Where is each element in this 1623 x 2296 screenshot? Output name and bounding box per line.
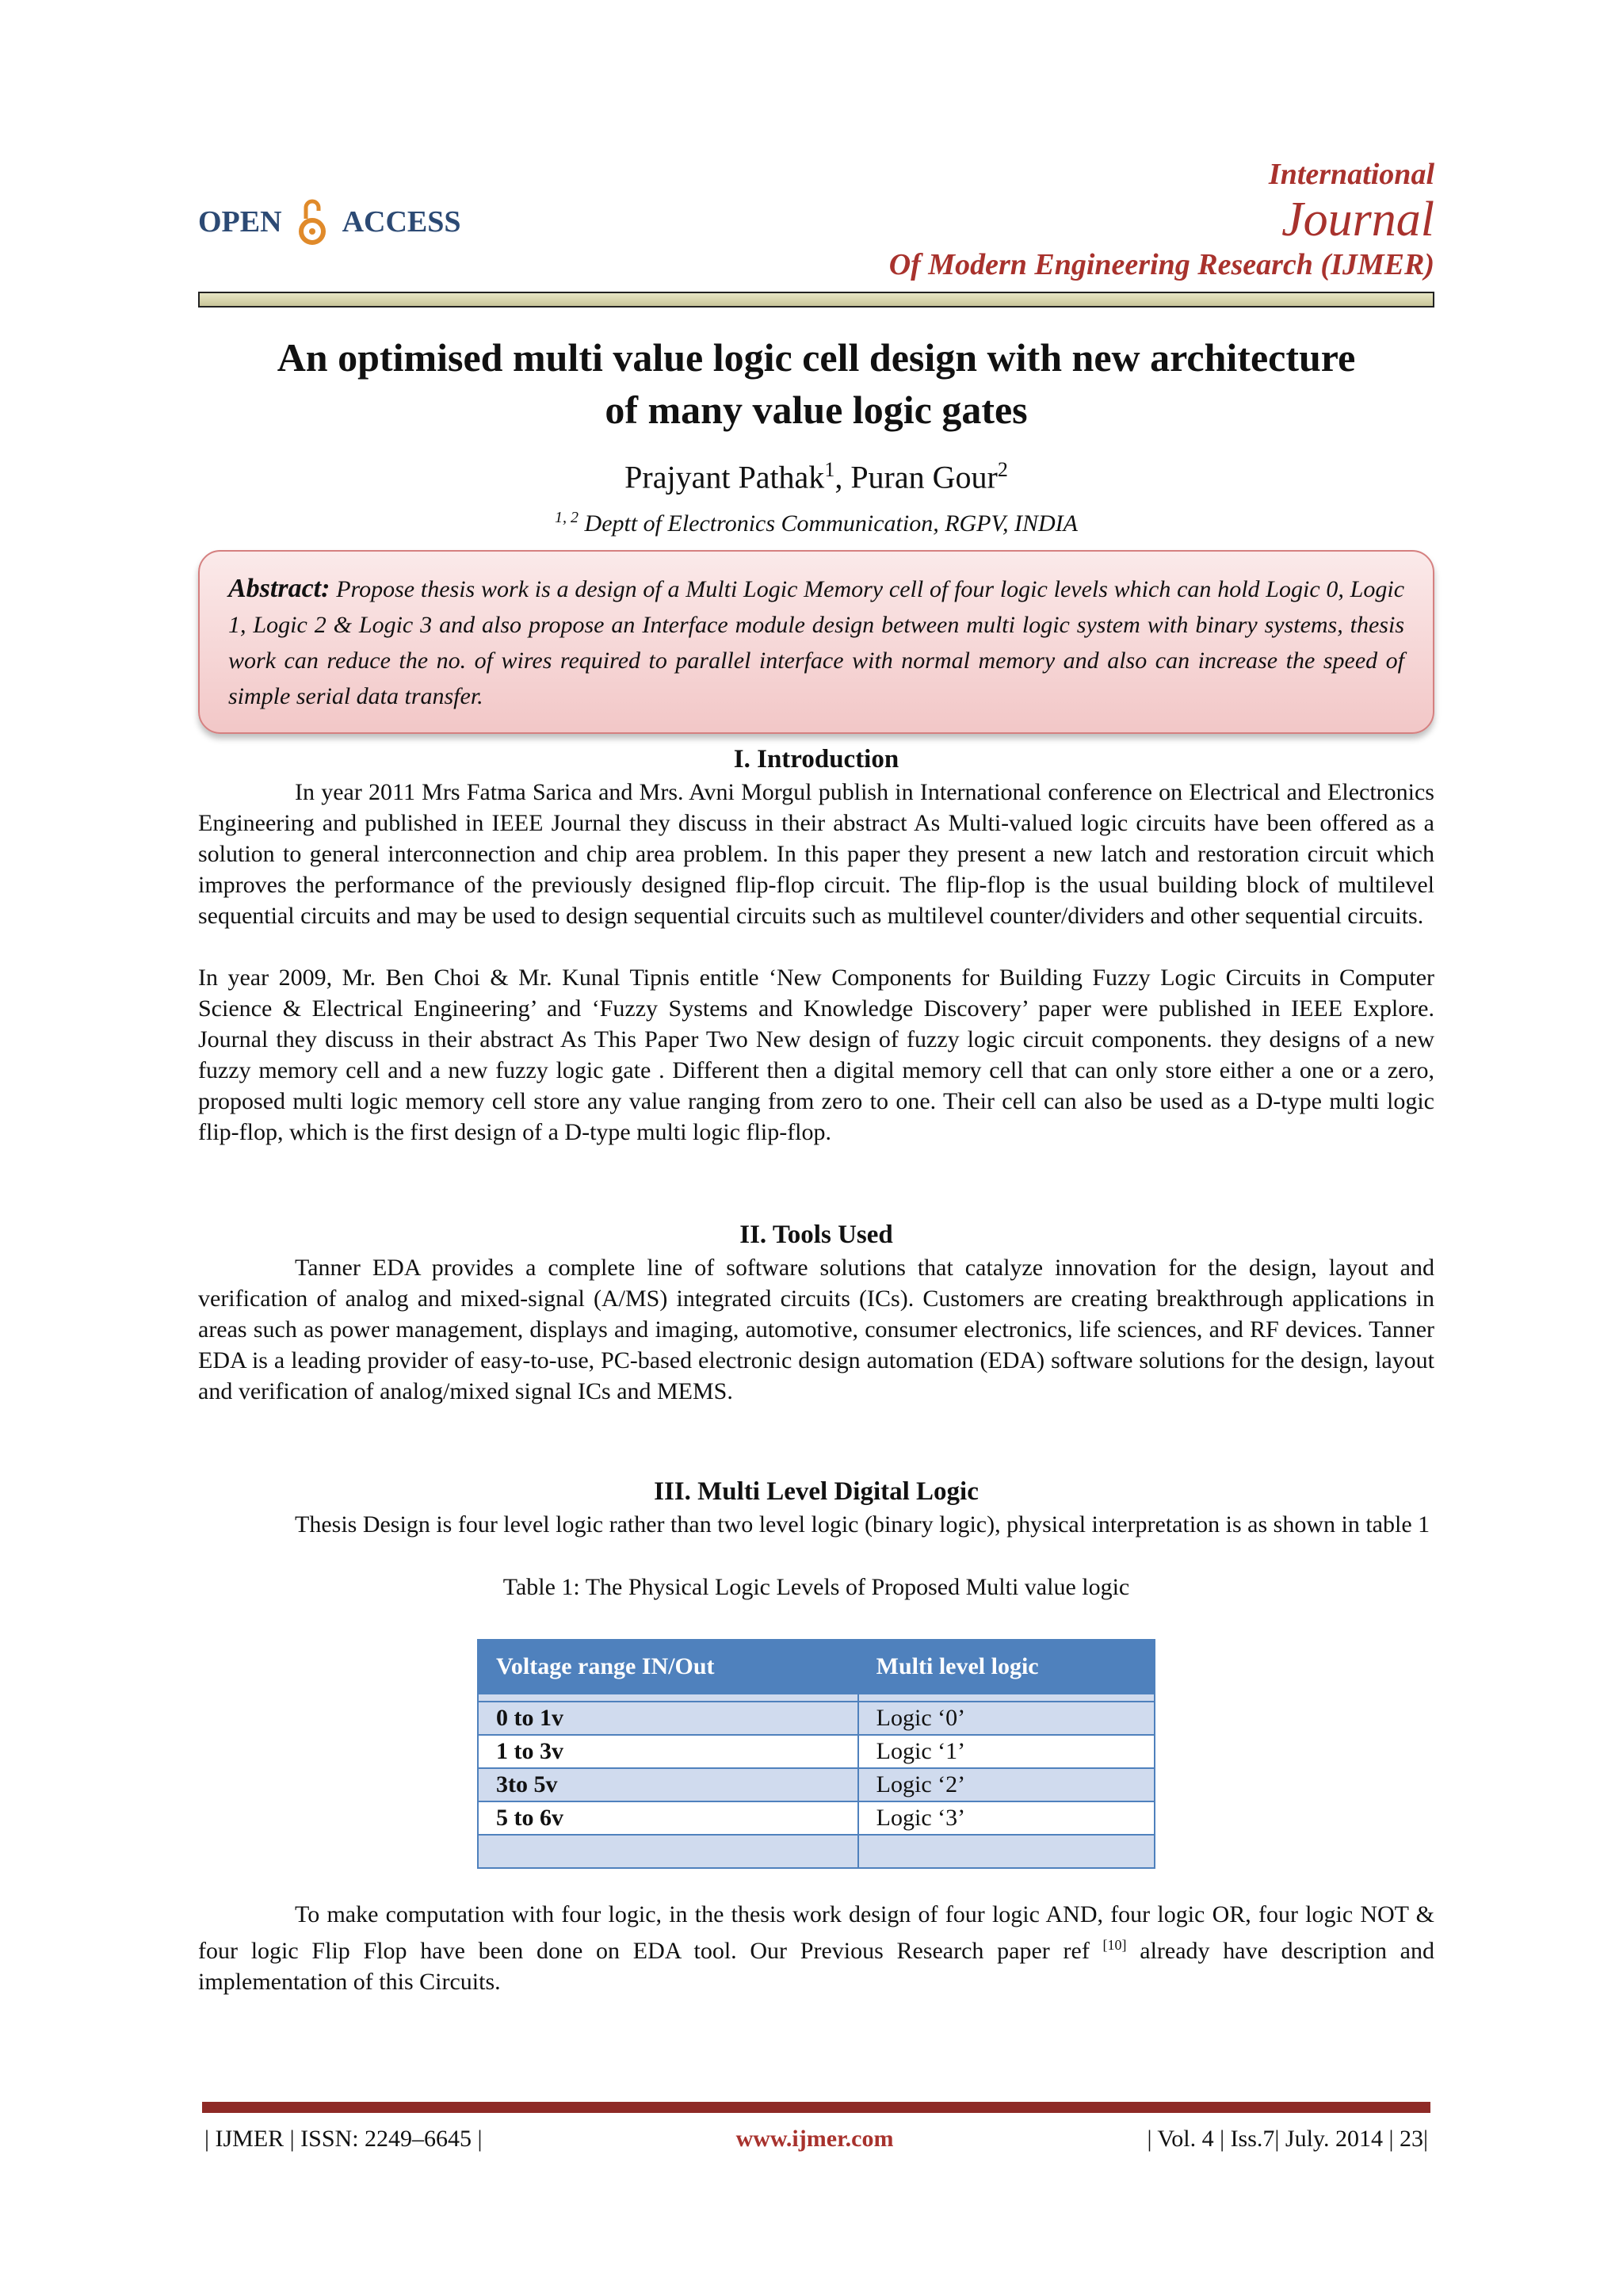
table-cell-voltage: 3to 5v bbox=[478, 1768, 858, 1801]
table-header-voltage: Voltage range IN/Out bbox=[478, 1640, 858, 1694]
footer-left: | IJMER | ISSN: 2249–6645 | bbox=[204, 2126, 483, 2152]
table-cell-logic: Logic ‘3’ bbox=[858, 1801, 1155, 1835]
multilevel-paragraph-2-text-b: already have description and implementation of this Circuits. bbox=[198, 1938, 1434, 1995]
section-heading-multilevel: III. Multi Level Digital Logic bbox=[654, 1477, 979, 1506]
multilevel-paragraph-1 bbox=[198, 1509, 1434, 1540]
abstract-text: Propose thesis work is a design of a Multi Logic Memory cell of four logic levels which can hold Logic 0, Logic 1, Logic 2 & Logic 3 and also propose an Interface module design between multi logic system with binary systems, thesis work can reduce the no. of wires required to parallel interface with normal memory and also can increase the speed of simple serial data transfer. bbox=[228, 576, 1405, 709]
intro-paragraph-2: In year 2009, Mr. Ben Choi & Mr. Kunal Tipnis entitle ‘New Components for Building Fuzzy Logic Circuits in Computer Science & Electrical Engineering’ and ‘Fuzzy Systems and Knowledge Discovery’ paper were published in IEEE Explore. Journal they discuss in their abstract As This Paper Two New design of fuzzy logic circuit components. they designs of a new fuzzy memory cell and a new fuzzy logic gate . Different then a digital memory cell that can only store either a one or a zero, proposed multi logic memory cell store any value ranging from zero to one. Their cell can also be used as a D-type multi logic flip-flop, which is the first design of a D-type multi logic flip-flop. bbox=[198, 965, 1434, 1145]
table-header-row bbox=[478, 1640, 1155, 1694]
footer-website-link[interactable]: www.ijmer.com bbox=[735, 2126, 894, 2152]
table-header-logic: Multi level logic bbox=[858, 1640, 1155, 1694]
footer-divider bbox=[202, 2102, 1430, 2113]
affiliation-text: Deptt of Electronics Communication, RGPV, INDIA bbox=[584, 510, 1078, 537]
table-cell-logic: Logic ‘0’ bbox=[858, 1702, 1155, 1735]
tools-paragraph-text: Tanner EDA provides a complete line of software solutions that catalyze innovation for the design, layout and verification of analog and mixed-signal (A/MS) integrated circuits (ICs). Customers are creating breakthrough applications in areas such as power management, displays and imaging, automotive, consumer electronics, life sciences, and RF devices. Tanner EDA is a leading provider of easy-to-use, PC-based electronic design automation (EDA) software solutions for the design, layout and verification of analog/mixed signal ICs and MEMS. bbox=[198, 1255, 1434, 1404]
logic-levels-table bbox=[477, 1639, 1155, 1869]
intro-paragraph-1-text: In year 2011 Mrs Fatma Sarica and Mrs. Avni Morgul publish in International conference on Electrical and Electronics Engineering and published in IEEE Journal they discuss in their abstract As Multi-valued logic circuits have been offered as a solution to general interconnection and chip area problem. In this paper they present a new latch and restoration circuit which improves the performance of the previously designed flip-flop circuit. The flip-flop is the usual building block of multilevel sequential circuits and may be used to design sequential circuits such as multilevel counter/dividers and other sequential circuits. bbox=[198, 779, 1434, 929]
paper-title bbox=[198, 331, 1434, 436]
table-cell-voltage: 5 to 6v bbox=[478, 1801, 858, 1835]
footer-right: | Vol. 4 | Iss.7| July. 2014 | 23| bbox=[1147, 2126, 1428, 2152]
table-cell-voltage: 1 to 3v bbox=[478, 1735, 858, 1768]
table-cell-logic: Logic ‘1’ bbox=[858, 1735, 1155, 1768]
abstract-box bbox=[198, 550, 1434, 734]
multilevel-paragraph-2-text-a: To make computation with four logic, in the thesis work design of four logic AND, four logic OR, four logic NOT & four logic Flip Flop have been done on EDA tool. Our Previous Research paper ref bbox=[198, 1901, 1434, 1964]
table-caption: Table 1: The Physical Logic Levels of Proposed Multi value logic bbox=[502, 1574, 1130, 1600]
table-cell-voltage: 0 to 1v bbox=[478, 1702, 858, 1735]
author-1: Prajyant Pathak bbox=[624, 459, 825, 495]
table-row bbox=[478, 1768, 1155, 1801]
title-line-2: of many value logic gates bbox=[605, 388, 1028, 432]
author-1-sup: 1 bbox=[824, 458, 835, 481]
brand-open: OPEN bbox=[198, 205, 282, 239]
table-empty-row bbox=[478, 1835, 1155, 1868]
author-separator: , bbox=[834, 459, 851, 495]
affiliation bbox=[198, 509, 1434, 537]
page-footer bbox=[204, 2126, 1428, 2153]
author-2: Puran Gour bbox=[850, 459, 998, 495]
table-row bbox=[478, 1702, 1155, 1735]
authors bbox=[198, 458, 1434, 495]
intro-paragraph-1 bbox=[198, 777, 1434, 931]
table-cell-logic: Logic ‘2’ bbox=[858, 1768, 1155, 1801]
abstract-label: Abstract: bbox=[228, 574, 330, 603]
journal-line-journal: Journal bbox=[1281, 193, 1434, 246]
journal-line-international: International bbox=[1268, 158, 1434, 191]
open-access-logo bbox=[198, 195, 461, 249]
affiliation-sup: 1, 2 bbox=[555, 509, 579, 526]
journal-line-name: Of Modern Engineering Research (IJMER) bbox=[888, 248, 1434, 281]
table-spacer-row bbox=[478, 1694, 1155, 1702]
author-2-sup: 2 bbox=[997, 458, 1008, 481]
header-divider bbox=[198, 292, 1434, 308]
section-heading-introduction: I. Introduction bbox=[733, 745, 899, 774]
tools-paragraph bbox=[198, 1252, 1434, 1407]
multilevel-paragraph-1-text: Thesis Design is four level logic rather than two level logic (binary logic), physical interpretation is as shown in table 1 bbox=[295, 1511, 1430, 1538]
title-line-1: An optimised multi value logic cell design with new architecture bbox=[277, 335, 1356, 380]
section-heading-tools: II. Tools Used bbox=[739, 1221, 893, 1249]
brand-access: ACCESS bbox=[342, 205, 461, 239]
reference-sup: [10] bbox=[1102, 1937, 1127, 1953]
open-access-lock-icon bbox=[296, 195, 328, 249]
table-row bbox=[478, 1801, 1155, 1835]
table-row bbox=[478, 1735, 1155, 1768]
multilevel-paragraph-2 bbox=[198, 1899, 1434, 1997]
journal-title-block bbox=[889, 155, 1434, 284]
